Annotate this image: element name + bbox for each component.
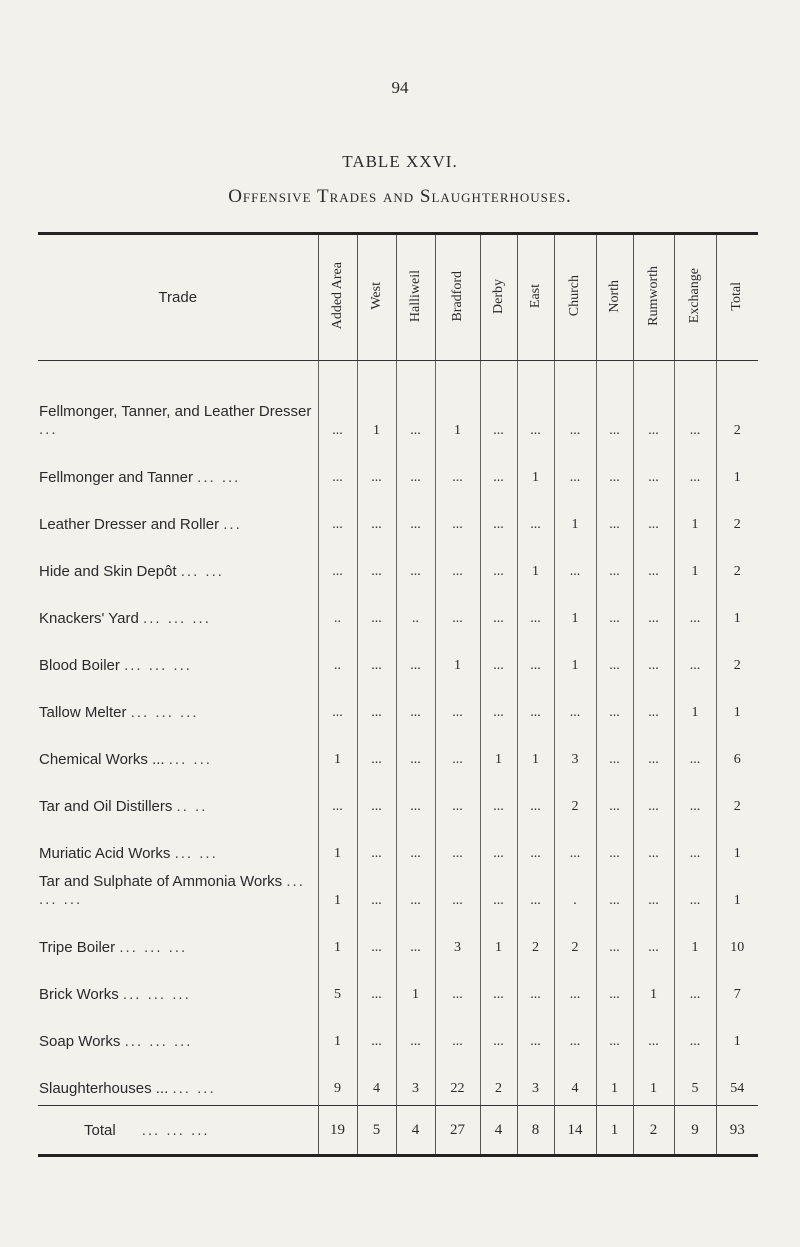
row-total-cell: 1 [716,868,758,915]
district-count-cell: ... [633,1009,674,1056]
district-count-cell: ... [318,539,357,586]
district-count-cell: ... [517,1009,554,1056]
trade-name: Tripe Boiler [39,939,116,956]
district-count-cell: ... [396,492,435,539]
district-count-cell: ... [554,1009,596,1056]
district-count-cell: ... [674,962,716,1009]
district-count-cell: ... [674,774,716,821]
column-header-north: North [596,234,633,361]
district-count-cell: ... [357,1009,396,1056]
district-count-cell: ... [596,586,633,633]
district-count-cell: ... [396,727,435,774]
district-count-cell: ... [357,727,396,774]
district-count-cell: ... [596,915,633,962]
column-header-added-area: Added Area [318,234,357,361]
district-count-cell: ... [357,821,396,868]
leader-dots: ... ... ... [119,939,188,956]
district-count-cell: ... [633,361,674,446]
table-title: TABLE XXVI. [342,152,458,171]
trade-name-cell [38,915,318,962]
row-total-cell: 2 [716,361,758,446]
district-count-cell: ... [596,445,633,492]
district-count-cell: 1 [318,821,357,868]
district-count-cell: 2 [517,915,554,962]
total-cell: 4 [396,1106,435,1156]
trade-name-cell [38,1056,318,1106]
district-count-cell: 4 [357,1056,396,1106]
trade-name-cell [38,680,318,727]
district-count-cell: ... [674,821,716,868]
district-count-cell: ... [554,361,596,446]
district-count-cell: 1 [517,727,554,774]
district-count-cell: ... [633,586,674,633]
row-total-cell: 10 [716,915,758,962]
leader-dots: ... ... ... [124,1033,193,1050]
district-count-cell: 1 [318,915,357,962]
district-count-cell: ... [318,492,357,539]
leader-dots: ... ... ... [39,873,305,908]
district-count-cell: ... [396,868,435,915]
trade-name-cell [38,492,318,539]
district-count-cell: 1 [596,1056,633,1106]
offensive-trades-table [38,232,758,1157]
district-count-cell: ... [318,361,357,446]
leader-dots: ... ... [168,751,212,768]
district-count-cell: 1 [357,361,396,446]
district-count-cell: 1 [435,361,480,446]
column-header-west: West [357,234,396,361]
header-row [38,234,758,361]
district-count-cell: ... [596,868,633,915]
district-count-cell: ... [554,962,596,1009]
table-row [38,915,758,962]
trade-name-cell [38,1009,318,1056]
district-count-cell: ... [633,774,674,821]
district-count-cell: ... [435,962,480,1009]
trade-name: Soap Works [39,1033,121,1050]
district-count-cell: 2 [554,915,596,962]
row-total-cell: 1 [716,821,758,868]
trade-name: Blood Boiler [39,657,120,674]
district-count-cell: ... [596,1009,633,1056]
district-count-cell: ... [357,774,396,821]
district-count-cell: ... [633,868,674,915]
district-count-cell: ... [517,868,554,915]
district-count-cell: ... [633,492,674,539]
district-count-cell: 1 [633,962,674,1009]
district-count-cell: ... [596,774,633,821]
total-cell: 5 [357,1106,396,1156]
district-count-cell: ... [517,821,554,868]
column-header-east: East [517,234,554,361]
total-row [38,1106,758,1156]
district-count-cell: ... [480,539,517,586]
row-total-cell: 2 [716,633,758,680]
trade-name-cell [38,445,318,492]
column-header-halliweil: Halliweil [396,234,435,361]
row-total-cell: 2 [716,492,758,539]
trade-name: Chemical Works ... [39,751,165,768]
column-header-church: Church [554,234,596,361]
trade-name: Tar and Oil Distillers [39,798,173,815]
column-header-exchange: Exchange [674,234,716,361]
leader-dots: ... ... ... [143,610,211,627]
table-row [38,962,758,1009]
district-count-cell: ... [517,774,554,821]
column-header-trade: Trade [38,234,318,361]
district-count-cell: ... [554,539,596,586]
district-count-cell: ... [554,680,596,727]
district-count-cell: ... [396,1009,435,1056]
district-count-cell: ... [596,633,633,680]
district-count-cell: ... [596,821,633,868]
district-count-cell: 1 [480,727,517,774]
page-number: 94 [391,78,409,97]
row-total-cell: 1 [716,680,758,727]
district-count-cell: 3 [517,1056,554,1106]
district-count-cell: ... [596,680,633,727]
total-cell: 1 [596,1106,633,1156]
district-count-cell: ... [596,361,633,446]
district-count-cell: ... [357,586,396,633]
district-count-cell: ... [357,680,396,727]
trade-name: Tallow Melter [39,704,127,721]
district-count-cell: ... [357,445,396,492]
district-count-cell: ... [396,774,435,821]
district-count-cell: ... [517,586,554,633]
column-header-bradford: Bradford [435,234,480,361]
district-count-cell: ... [435,821,480,868]
table-row [38,633,758,680]
district-count-cell: 1 [554,586,596,633]
district-count-cell: ... [517,680,554,727]
district-count-cell: ... [517,492,554,539]
district-count-cell: ... [674,868,716,915]
district-count-cell: 1 [318,868,357,915]
district-count-cell: ... [435,727,480,774]
district-count-cell: 3 [435,915,480,962]
leader-dots: ... [223,516,242,533]
district-count-cell: ... [318,774,357,821]
total-cell: 14 [554,1106,596,1156]
district-count-cell: ... [480,680,517,727]
leader-dots: ... [39,421,58,438]
district-count-cell: ... [633,915,674,962]
trade-name: Brick Works [39,986,119,1003]
table-row [38,539,758,586]
district-count-cell: ... [554,445,596,492]
district-count-cell: 2 [480,1056,517,1106]
trade-name-cell [38,727,318,774]
total-cell: 9 [674,1106,716,1156]
leader-dots: ... ... [197,469,241,486]
district-count-cell: ... [674,445,716,492]
district-count-cell: ... [396,361,435,446]
total-cell: 19 [318,1106,357,1156]
table-row [38,774,758,821]
district-count-cell: 5 [318,962,357,1009]
district-count-cell: ... [396,821,435,868]
district-count-cell: ... [357,539,396,586]
table-row [38,1009,758,1056]
district-count-cell: 3 [396,1056,435,1106]
district-count-cell: 2 [554,774,596,821]
district-count-cell: ... [480,962,517,1009]
column-header-rumworth: Rumworth [633,234,674,361]
district-count-cell: .. [318,586,357,633]
table-subtitle: Offensive Trades and Slaughterhouses. [228,186,572,207]
district-count-cell: ... [674,1009,716,1056]
district-count-cell: 22 [435,1056,480,1106]
district-count-cell: ... [357,633,396,680]
district-count-cell: ... [435,539,480,586]
table-row [38,445,758,492]
leader-dots: ... ... ... [124,657,192,674]
row-total-cell: 1 [716,445,758,492]
district-count-cell: ... [596,727,633,774]
trade-name-cell [38,361,318,446]
district-count-cell: ... [435,445,480,492]
district-count-cell: ... [554,821,596,868]
district-count-cell: ... [480,821,517,868]
district-count-cell: 1 [396,962,435,1009]
district-count-cell: ... [674,727,716,774]
total-cell: 2 [633,1106,674,1156]
trade-name: Slaughterhouses ... [39,1080,169,1097]
district-count-cell: 1 [674,915,716,962]
total-cell: 27 [435,1106,480,1156]
district-count-cell: ... [596,492,633,539]
leader-dots: ... ... [180,563,224,580]
district-count-cell: 5 [674,1056,716,1106]
district-count-cell: ... [435,774,480,821]
district-count-cell: ... [480,586,517,633]
district-count-cell: 1 [318,727,357,774]
district-count-cell: 1 [318,1009,357,1056]
district-count-cell: ... [517,962,554,1009]
district-count-cell: ... [435,586,480,633]
district-count-cell: ... [318,445,357,492]
row-total-cell: 54 [716,1056,758,1106]
district-count-cell: ... [435,1009,480,1056]
table-row [38,1056,758,1106]
row-total-cell: 1 [716,1009,758,1056]
table-row [38,680,758,727]
district-count-cell: 1 [480,915,517,962]
district-count-cell: ... [357,962,396,1009]
table-row [38,361,758,446]
district-count-cell: ... [357,868,396,915]
table-row [38,586,758,633]
district-count-cell: ... [357,492,396,539]
district-count-cell: ... [480,633,517,680]
district-count-cell: ... [480,492,517,539]
district-count-cell: ... [357,915,396,962]
district-count-cell: ... [480,1009,517,1056]
district-count-cell: ... [674,361,716,446]
district-count-cell: ... [480,774,517,821]
district-count-cell: 1 [674,539,716,586]
district-count-cell: ... [674,586,716,633]
district-count-cell: ... [596,539,633,586]
district-count-cell: 1 [517,445,554,492]
row-total-cell: 7 [716,962,758,1009]
row-total-cell: 2 [716,539,758,586]
grand-total-cell: 93 [716,1106,758,1156]
district-count-cell: 1 [435,633,480,680]
district-count-cell: 1 [674,492,716,539]
district-count-cell: ... [517,361,554,446]
district-count-cell: 4 [554,1056,596,1106]
row-total-cell: 1 [716,586,758,633]
row-total-cell: 6 [716,727,758,774]
trade-name: Muriatic Acid Works [39,845,171,862]
trade-name-cell [38,539,318,586]
trade-name: Knackers' Yard [39,610,139,627]
district-count-cell: 1 [554,633,596,680]
trade-name: Fellmonger and Tanner [39,469,193,486]
trade-name: Leather Dresser and Roller [39,516,220,533]
district-count-cell: 1 [517,539,554,586]
district-count-cell: ... [633,539,674,586]
district-count-cell: ... [318,680,357,727]
leader-dots: ... ... ... [130,704,199,721]
district-count-cell: ... [480,445,517,492]
column-header-total: Total [716,234,758,361]
table-row [38,492,758,539]
trade-name: Fellmonger, Tanner, and Leather Dresser [39,403,312,420]
district-count-cell: ... [435,680,480,727]
district-count-cell: ... [396,633,435,680]
district-count-cell: ... [480,361,517,446]
district-count-cell: ... [596,962,633,1009]
trade-name-cell [38,774,318,821]
district-count-cell: .. [318,633,357,680]
district-count-cell: ... [480,868,517,915]
district-count-cell: 1 [674,680,716,727]
district-count-cell: ... [396,539,435,586]
leader-dots: .. .. [176,798,208,815]
trade-name: Tar and Sulphate of Ammonia Works [39,873,283,890]
district-count-cell: ... [517,633,554,680]
table-body [38,361,758,1106]
district-count-cell: ... [633,821,674,868]
district-count-cell: ... [674,633,716,680]
district-count-cell: ... [633,680,674,727]
trade-name: Hide and Skin Depôt [39,563,177,580]
district-count-cell: 3 [554,727,596,774]
district-count-cell: 1 [554,492,596,539]
district-count-cell: 9 [318,1056,357,1106]
total-cell: 8 [517,1106,554,1156]
trade-name-cell [38,962,318,1009]
district-count-cell: ... [435,868,480,915]
trade-name-cell [38,586,318,633]
row-total-cell: 2 [716,774,758,821]
trade-name-cell [38,868,318,915]
district-count-cell: ... [633,633,674,680]
district-count-cell: ... [396,915,435,962]
district-count-cell: ... [435,492,480,539]
leader-dots: ... ... [174,845,218,862]
trade-name-cell [38,821,318,868]
district-count-cell: ... [396,445,435,492]
leader-dots: ... ... ... [122,986,191,1003]
district-count-cell: ... [396,680,435,727]
column-header-derby: Derby [480,234,517,361]
district-count-cell: .. [396,586,435,633]
district-count-cell: ... [633,727,674,774]
district-count-cell: ... [633,445,674,492]
table-row [38,821,758,868]
total-row-label: Total ... ... ... [38,1106,318,1156]
district-count-cell: . [554,868,596,915]
leader-dots: ... ... [172,1080,216,1097]
table-row [38,868,758,915]
table-row [38,727,758,774]
trade-name-cell [38,633,318,680]
district-count-cell: 1 [633,1056,674,1106]
total-cell: 4 [480,1106,517,1156]
